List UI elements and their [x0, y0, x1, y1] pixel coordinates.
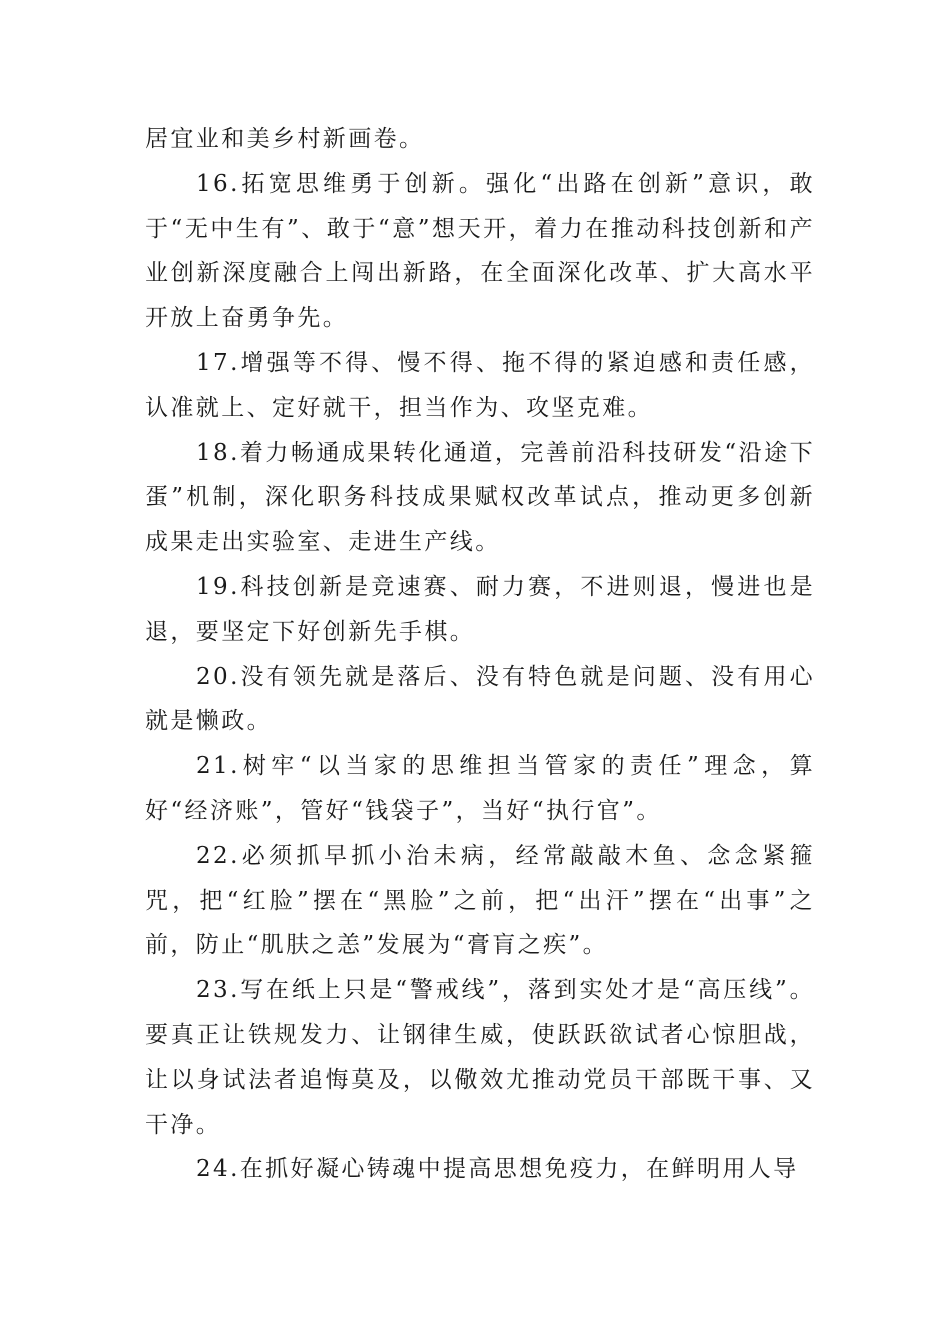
paragraph-continuation: 居宜业和美乡村新画卷。 [145, 126, 425, 152]
document-body [145, 117, 815, 1192]
paragraph-item-16: 16.拓宽思维勇于创新。强化“出路在创新”意识，敢于“无中生有”、敢于“意”想天开，着力在推动科技创新和产业创新深度融合上闯出新路，在全面深化改革、扩大高水平开放上奋勇争先。 [145, 170, 815, 332]
paragraph-item-19: 19.科技创新是竞速赛、耐力赛，不进则退，慢进也是退，要坚定下好创新先手棋。 [145, 573, 815, 645]
paragraph-item-20: 20.没有领先就是落后、没有特色就是问题、没有用心就是懒政。 [145, 663, 815, 735]
paragraph-item-23: 23.写在纸上只是“警戒线”，落到实处才是“高压线”。要真正让铁规发力、让钢律生威，使跃跃欲试者心惊胆战，让以身试法者追悔莫及，以儆效尤推动党员干部既干事、又干净。 [145, 977, 815, 1138]
paragraph-item-22: 22.必须抓早抓小治未病，经常敲敲木鱼、念念紧箍咒，把“红脸”摆在“黑脸”之前，把“出汗”摆在“出事”之前，防止“肌肤之恙”发展为“膏肓之疾”。 [145, 842, 815, 959]
paragraph-item-21: 21.树牢“以当家的思维担当管家的责任”理念，算好“经济账”，管好“钱袋子”，当好“执行官”。 [145, 753, 815, 824]
paragraph-item-17: 17.增强等不得、慢不得、拖不得的紧迫感和责任感，认准就上、定好就干，担当作为、攻坚克难。 [145, 349, 815, 421]
paragraph-item-24: 24.在抓好凝心铸魂中提高思想免疫力，在鲜明用人导 [196, 1156, 799, 1183]
paragraph-item-18: 18.着力畅通成果转化通道，完善前沿科技研发“沿途下蛋”机制，深化职务科技成果赋权改革试点，推动更多创新成果走出实验室、走进生产线。 [145, 439, 815, 556]
